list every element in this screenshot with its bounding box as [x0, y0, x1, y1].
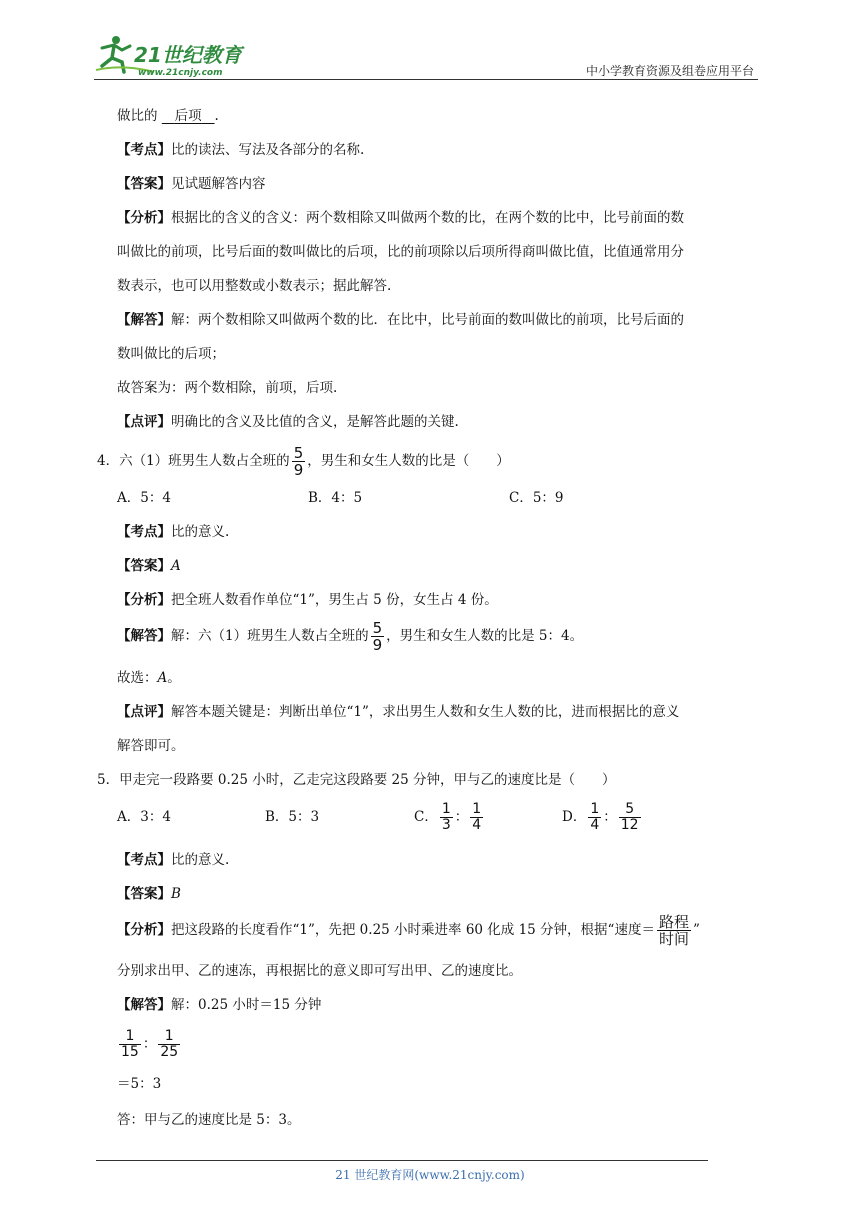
footer-link[interactable]: 21 世纪教育网(www.21cnjy.com): [335, 1168, 525, 1182]
q3-fenxi-1: [117, 208, 684, 228]
q3-fenxi-2: 叫做比的前项，比号后面的数叫做比的后项，比的前项除以后项所得商叫做比值，比值通常用分: [117, 244, 684, 260]
q4-jieda-suffix: ，男生和女生人数的比是 5：4。: [386, 628, 584, 644]
logo-url: www.21cnjy.com: [138, 68, 223, 78]
q4-fraction: $\frac{5}{9}$: [293, 444, 304, 479]
header-divider: [94, 79, 758, 80]
q4-fenxi-text: 把全班人数看作单位“1”，男生占 5 份，女生占 4 份。: [171, 592, 498, 608]
q5-c-fraction-1: $\frac{1}{3}$: [441, 801, 451, 833]
tag-fenxi: 【分析】: [117, 210, 171, 226]
footer-divider: [96, 1160, 708, 1161]
q5-fenxi-1: 【分析】把这段路的长度看作“1”，先把 0.25 小时乘进率 60 化成 15 分钟，根据“速度＝ $\frac{\text{路程}}{\text{时间}}$ ”: [117, 913, 700, 948]
q3-dianping: [117, 412, 459, 432]
q3-fenxi-text-1: 根据比的含义的含义：两个数相除又叫做两个数的比，在两个数的比中，比号前面的数: [171, 210, 684, 226]
q5-option-b: B．5：3: [265, 809, 320, 825]
q3-jieda-1: [117, 310, 684, 330]
q5-daan-text: B: [171, 886, 181, 902]
q5-jieda-text: 解：0.25 小时＝15 分钟: [171, 997, 322, 1013]
q4-daan-text: A: [171, 558, 181, 574]
q5-stem: 5．甲走完一段路要 0.25 小时，乙走完这段路要 25 分钟，甲与乙的速度比是（ ）: [97, 772, 616, 788]
q4-daan: [117, 556, 181, 576]
tag-kaodian: 【考点】: [117, 524, 171, 540]
q3-kaodian: [117, 140, 364, 160]
q3-fenxi-3: 数表示，也可以用整数或小数表示；据此解答.: [117, 278, 392, 294]
platform-name: 中小学教育资源及组卷应用平台: [585, 64, 754, 78]
q4-gu: 故选：A。: [117, 670, 181, 686]
q4-dianping-text-1: 解答本题关键是：判断出单位“1”，求出男生人数和女生人数的比，进而根据比的意义: [171, 704, 680, 720]
q3-gu: 故答案为：两个数相除，前项，后项.: [117, 380, 338, 396]
q4-stem-prefix: 4．六（1）班男生人数占全班的: [97, 453, 290, 469]
q5-option-c: C． $\frac{1}{3}$ ： $\frac{1}{4}$: [414, 801, 482, 833]
tag-fenxi: 【分析】: [117, 922, 171, 938]
q5-d-fraction-1: $\frac{1}{4}$: [590, 801, 600, 833]
q5-calc-fraction-2: $\frac{1}{25}$: [160, 1028, 179, 1060]
q3-continuation: [117, 106, 219, 126]
q5-calc-fraction-1: $\frac{1}{15}$: [121, 1028, 139, 1060]
q5-d-fraction-2: $\frac{5}{12}$: [620, 801, 639, 833]
q4-jieda-fraction: $\frac{5}{9}$: [372, 619, 383, 654]
q5-calc-result: ＝5：3: [117, 1076, 162, 1092]
q5-daan: [117, 884, 181, 904]
q4-stem: [97, 444, 510, 478]
q3-daan-text: 见试题解答内容: [171, 176, 266, 192]
tag-fenxi: 【分析】: [117, 592, 171, 608]
q5-jieda: [117, 995, 321, 1015]
q4-stem-suffix: ，男生和女生人数的比是（ ）: [307, 453, 510, 469]
q4-dianping-1: [117, 702, 679, 722]
q3-jieda-2: 数叫做比的后项；: [117, 346, 225, 362]
q4-kaodian-text: 比的意义.: [171, 524, 230, 540]
q4-jieda: [117, 619, 583, 653]
q3-kaodian-text: 比的读法、写法及各部分的名称.: [171, 142, 365, 158]
logo-text: 21世纪教育: [134, 43, 242, 67]
q4-fenxi: [117, 590, 498, 610]
q3-dianping-text: 明确比的含义及比值的含义，是解答此题的关键.: [171, 414, 459, 430]
tag-dianping: 【点评】: [117, 414, 171, 430]
q5-calc-ratio: $\frac{1}{15}$ ： $\frac{1}{25}$: [121, 1028, 179, 1060]
q5-fenxi-text-1: 把这段路的长度看作“1”，先把 0.25 小时乘进率 60 化成 15 分钟，根据“速度＝: [171, 922, 655, 938]
logo: [94, 34, 264, 78]
q5-option-a: A．3：4: [117, 809, 171, 825]
tag-kaodian: 【考点】: [117, 142, 171, 158]
tag-kaodian: 【考点】: [117, 852, 171, 868]
tag-daan: 【答案】: [117, 558, 171, 574]
tag-jieda: 【解答】: [117, 312, 171, 328]
q4-kaodian: [117, 522, 229, 542]
q3-cont-answer: 后项: [174, 108, 202, 124]
tag-jieda: 【解答】: [117, 628, 171, 644]
tag-daan: 【答案】: [117, 886, 171, 902]
q5-option-d: D． $\frac{1}{4}$ ： $\frac{5}{12}$: [562, 801, 639, 833]
tag-daan: 【答案】: [117, 176, 171, 192]
q4-dianping-2: 解答即可。: [117, 738, 185, 754]
q4-option-c: C．5：9: [509, 490, 564, 506]
q5-kaodian: [117, 850, 229, 870]
q5-speed-fraction: $\frac{\text{路程}}{\text{时间}}$: [658, 913, 689, 948]
q4-jieda-prefix: 解：六（1）班男生人数占全班的: [171, 628, 369, 644]
q3-cont-prefix: 做比的: [117, 108, 158, 124]
tag-jieda: 【解答】: [117, 997, 171, 1013]
q4-option-a: A．5：4: [117, 490, 171, 506]
q3-cont-suffix: .: [214, 108, 219, 124]
q4-option-b: B．4：5: [308, 490, 363, 506]
q5-c-fraction-2: $\frac{1}{4}$: [472, 801, 482, 833]
q3-jieda-text-1: 解：两个数相除又叫做两个数的比．在比中，比号前面的数叫做比的前项，比号后面的: [171, 312, 684, 328]
tag-dianping: 【点评】: [117, 704, 171, 720]
q5-fenxi-2: 分别求出甲、乙的速冻，再根据比的意义即可写出甲、乙的速度比。: [117, 963, 522, 979]
q3-daan: [117, 174, 266, 194]
q5-kaodian-text: 比的意义.: [171, 852, 230, 868]
q5-answer: 答：甲与乙的速度比是 5：3。: [117, 1112, 301, 1128]
